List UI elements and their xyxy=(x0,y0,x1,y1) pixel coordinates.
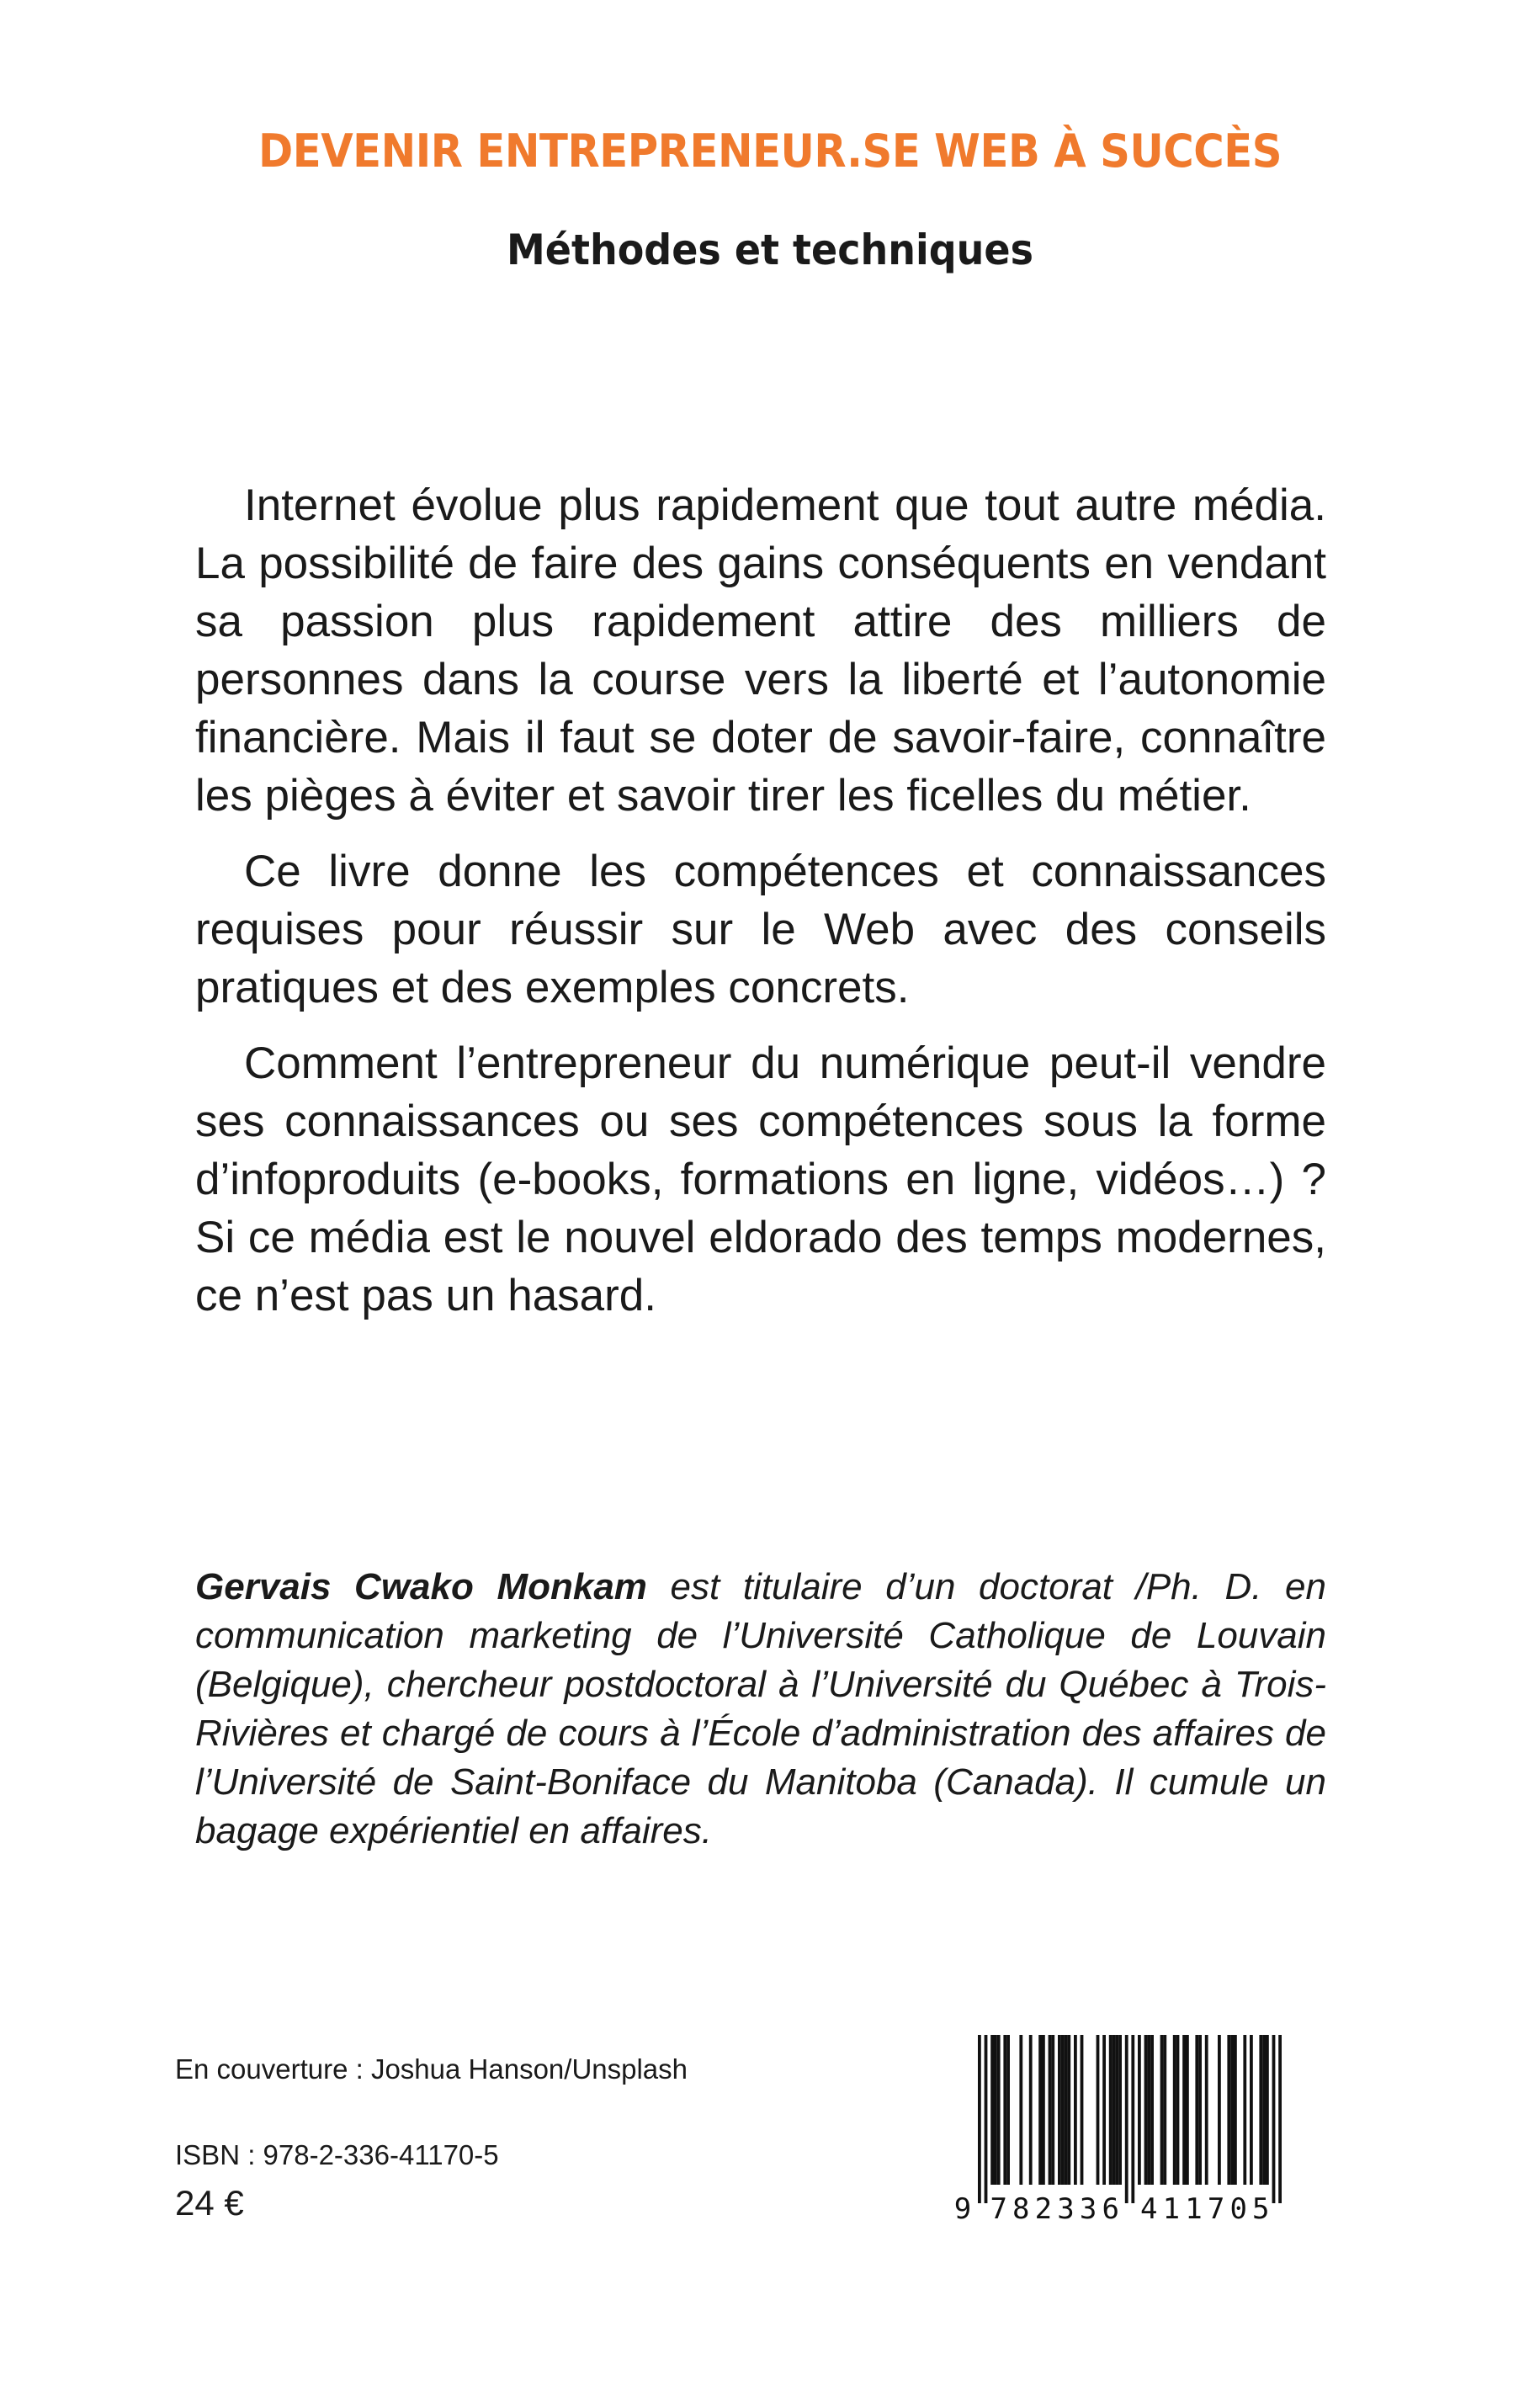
barcode-bar xyxy=(1102,2035,1106,2185)
barcode-bar xyxy=(1160,2035,1164,2185)
barcode-bar xyxy=(1042,2035,1045,2185)
cover-credit: En couverture : Joshua Hanson/Unsplash xyxy=(175,2053,688,2085)
blurb-paragraph: Internet évolue plus rapidement que tout autre média. La possibilité de faire des gains conséquents en vendant sa passion plus rapidement attire des milliers de personnes dans la course vers la liberté et l’autonomie financière. Mais il faut se doter de savoir-faire, connaître les pièges à éviter et savoir tirer les ficelles du métier. xyxy=(195,481,1326,821)
barcode-digit: 9 xyxy=(953,2192,972,2223)
barcode-bar xyxy=(1029,2035,1033,2185)
barcode-bar xyxy=(1278,2035,1282,2203)
barcode-digit: 3 xyxy=(1057,2192,1075,2223)
barcode-bar xyxy=(1218,2035,1221,2185)
barcode-bar xyxy=(1115,2035,1118,2185)
barcode-bar xyxy=(1067,2035,1070,2185)
barcode-bar xyxy=(1058,2035,1061,2185)
barcode-bar xyxy=(1227,2035,1230,2185)
barcode-bar xyxy=(997,2035,1001,2185)
barcode-digit: 4 xyxy=(1140,2192,1158,2223)
barcode-bar xyxy=(1065,2035,1068,2185)
barcode-bar xyxy=(1109,2035,1113,2185)
barcode-bar xyxy=(1019,2035,1022,2185)
barcode-bar xyxy=(1182,2035,1186,2185)
barcode-bar xyxy=(1163,2035,1166,2185)
barcode-bar xyxy=(1125,2035,1128,2203)
barcode-digit: 7 xyxy=(1207,2192,1225,2223)
ean13-barcode-icon xyxy=(951,2032,1304,2223)
barcode-bar xyxy=(994,2035,997,2185)
barcode-bar xyxy=(1051,2035,1054,2185)
barcode-digit: 5 xyxy=(1252,2192,1270,2223)
barcode-bar xyxy=(1272,2035,1276,2203)
barcode-bar xyxy=(1230,2035,1234,2185)
price-label: 24 € xyxy=(175,2183,244,2223)
barcode-bar xyxy=(1176,2035,1180,2185)
blurb-paragraph: Comment l’entrepreneur du numérique peut-il vendre ses connaissances ou ses compétences sous la forme d’infoproduits (e-books, formations en ligne, vidéos…) ? Si ce média est le nouvel eldorado des temps modernes, ce n’est pas un hasard. xyxy=(195,1038,1326,1320)
barcode-bar xyxy=(1074,2035,1077,2185)
book-title: DEVENIR ENTREPRENEUR.SE WEB À SUCCÈS xyxy=(258,125,1282,178)
back-cover-blurb xyxy=(195,476,1326,1342)
barcode-bar xyxy=(1205,2035,1208,2185)
barcode-digit: 7 xyxy=(990,2192,1007,2223)
barcode-bar xyxy=(1144,2035,1148,2185)
barcode-bar xyxy=(1195,2035,1198,2185)
barcode-bar xyxy=(1186,2035,1189,2185)
barcode-bar xyxy=(1003,2035,1006,2185)
barcode-bar xyxy=(1250,2035,1253,2185)
barcode-digit: 1 xyxy=(1162,2192,1181,2223)
book-subtitle: Méthodes et techniques xyxy=(506,226,1034,274)
barcode-bar xyxy=(1173,2035,1176,2185)
barcode-bar xyxy=(1243,2035,1246,2185)
author-name: Gervais Cwako Monkam xyxy=(195,1566,647,1607)
blurb-paragraph: Ce livre donne les compétences et connaissances requises pour réussir sur le Web avec des conseils pratiques et des exemples concrets. xyxy=(195,847,1326,1012)
barcode-bar xyxy=(1113,2035,1116,2185)
barcode-bar xyxy=(1038,2035,1042,2185)
barcode-bar xyxy=(1198,2035,1202,2185)
barcode-bar xyxy=(1150,2035,1154,2185)
author-bio-text: est titulaire d’un doctorat /Ph. D. en communication marketing de l’Université Catholique de Louvain (Belgique), chercheur postdoctoral à l’Université du Québec à Trois-Rivières et chargé de cours à l’École d’administration des affaires de l’Université de Saint-Boniface du Manitoba (Canada). Il cumule un bagage expérientiel en affaires. xyxy=(195,1566,1326,1851)
barcode-bar xyxy=(1081,2035,1084,2185)
barcode-bar xyxy=(1131,2035,1134,2203)
barcode-bar xyxy=(990,2035,994,2185)
barcode-bar xyxy=(1118,2035,1122,2185)
barcode-bar xyxy=(1147,2035,1150,2185)
barcode-bar xyxy=(1138,2035,1141,2185)
barcode-bar xyxy=(985,2035,988,2203)
barcode-bar xyxy=(1061,2035,1065,2185)
barcode-bar xyxy=(1234,2035,1237,2185)
barcode-digit: 0 xyxy=(1229,2192,1247,2223)
barcode-bar xyxy=(1097,2035,1100,2185)
barcode xyxy=(951,2032,1304,2223)
barcode-bar xyxy=(1262,2035,1266,2185)
barcode-bar xyxy=(1049,2035,1052,2185)
isbn-number: ISBN : 978-2-336-41170-5 xyxy=(175,2139,499,2170)
barcode-digit: 1 xyxy=(1185,2192,1203,2223)
barcode-bar xyxy=(1259,2035,1262,2185)
barcode-bar xyxy=(1006,2035,1010,2185)
barcode-digit: 8 xyxy=(1012,2192,1030,2223)
author-bio xyxy=(195,1563,1326,1856)
barcode-digit: 3 xyxy=(1079,2192,1097,2223)
barcode-digit: 6 xyxy=(1102,2192,1119,2223)
barcode-digit: 2 xyxy=(1034,2192,1053,2223)
barcode-bar xyxy=(1266,2035,1269,2185)
barcode-bar xyxy=(978,2035,981,2203)
